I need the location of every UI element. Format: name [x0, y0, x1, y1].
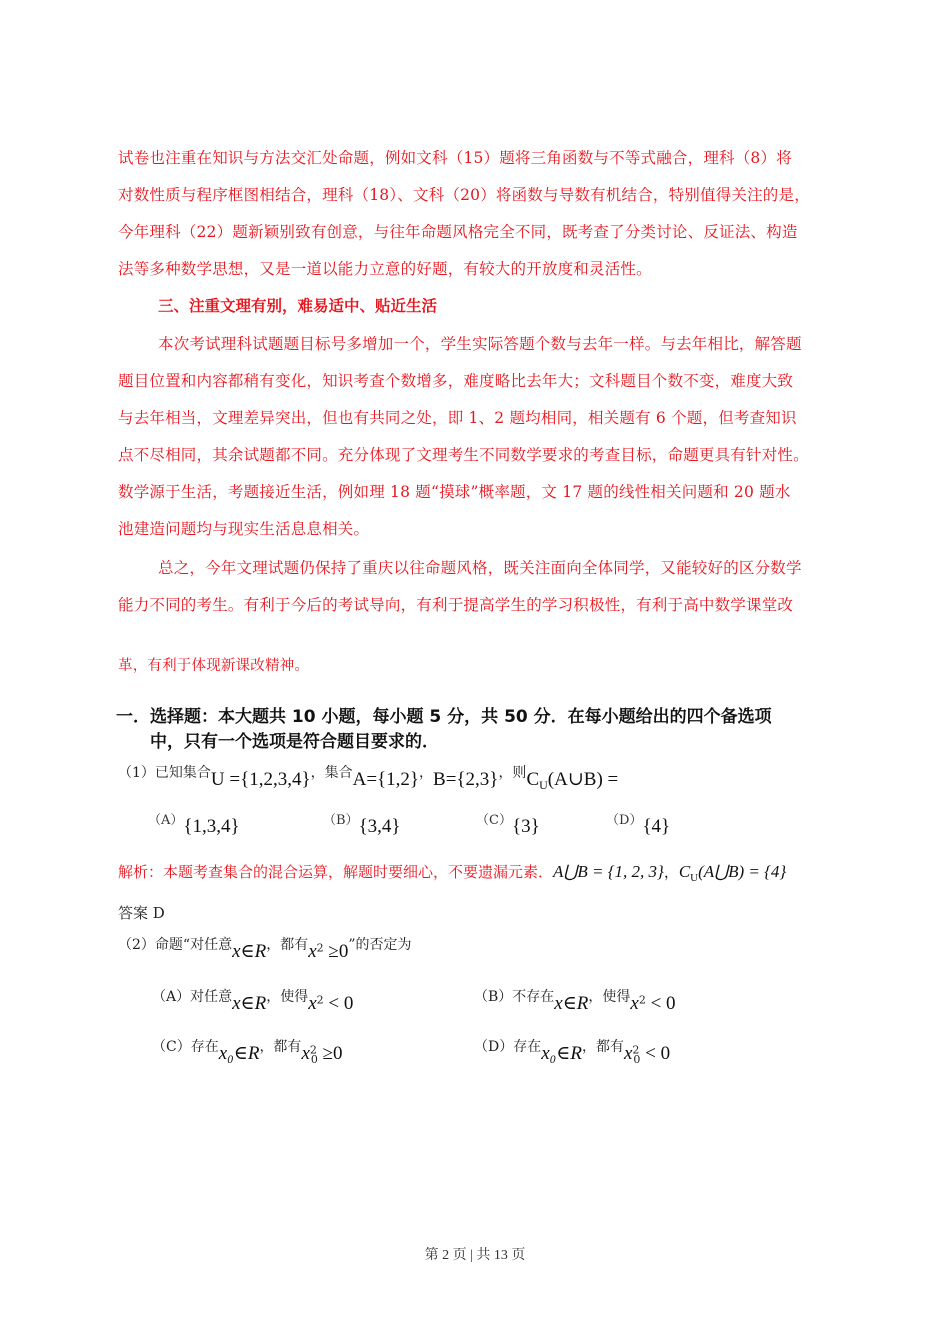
option-text: 对任意: [190, 989, 233, 1005]
paragraph-line: 点不尽相同，其余试题都不同。充分体现了文理考生不同数学要求的考查目标，命题更具有针对性。: [118, 446, 809, 464]
math-expr: A⋃B = {1, 2, 3}: [553, 862, 664, 881]
math-expr: x∈R: [554, 993, 589, 1014]
option-text: 存在: [513, 1039, 542, 1055]
paragraph-line: 今年理科（22）题新颖别致有创意，与往年命题风格完全不同，既考查了分类讨论、反证法、构造: [118, 223, 798, 241]
math-sub: 0: [633, 1052, 641, 1066]
option-label: （B）: [474, 989, 513, 1005]
option-value: {3}: [511, 816, 540, 837]
math-expr: (A⋃B) = {4}: [698, 862, 787, 881]
math-expr: B={2,3}: [433, 769, 499, 790]
question-number: （1）: [118, 765, 155, 781]
math-expr: A={1,2}: [352, 769, 420, 790]
math-sup: 2: [309, 1043, 317, 1057]
option-label: （C）: [152, 1039, 191, 1055]
section-title: 一．选择题：本大题共 10 小题，每小题 5 分，共 50 分．在每小题给出的四个备选项: [116, 707, 772, 727]
paragraph-line: 总之，今年文理试题仍保持了重庆以往命题风格，既关注面向全体同学，又能较好的区分数学: [158, 559, 802, 577]
q-text: 命题“对任意: [154, 937, 233, 953]
option-a: [148, 813, 240, 838]
math-expr: x: [308, 993, 317, 1014]
section-heading: 三、注重文理有别，难易适中、贴近生活: [158, 296, 438, 315]
math-expr: x∈R: [232, 993, 267, 1014]
math-expr: x: [630, 993, 639, 1014]
option-label: （B）: [323, 813, 359, 828]
option-label: （A）: [148, 813, 184, 828]
paragraph-line: 数学源于生活，考题接近生活，例如理 18 题“摸球”概率题，文 17 题的线性相关问题和 20 题水: [118, 483, 791, 501]
option-text: 不存在: [512, 989, 555, 1005]
paragraph-line: 池建造问题均与现实生活息息相关。: [118, 520, 370, 538]
question-2: [118, 937, 412, 963]
math-expr: C: [526, 769, 540, 790]
paragraph-line: 革，有利于体现新课改精神。: [118, 658, 310, 674]
option-value: {3,4}: [358, 816, 401, 837]
option-text: ，使得: [588, 989, 631, 1005]
math-expr: < 0: [323, 993, 354, 1014]
paragraph-line: 本次考试理科试题题目标号多增加一个，学生实际答题个数与去年一样。与去年相比，解答题: [158, 335, 802, 353]
math-expr: x: [623, 1043, 633, 1064]
option-value: {4}: [642, 816, 671, 837]
math-sup: 2: [632, 1043, 640, 1057]
option-d: [606, 813, 671, 838]
math-sup: 2: [316, 941, 324, 955]
q-text: ，集合: [310, 765, 353, 781]
math-expr: ≥0: [323, 941, 349, 962]
math-expr: x₀∈R: [541, 1043, 582, 1064]
option-d: [474, 1039, 671, 1066]
question-1: [118, 765, 619, 793]
math-expr: x: [308, 941, 317, 962]
math-sub: U: [690, 872, 699, 884]
math-expr: < 0: [640, 1043, 671, 1064]
option-c: [476, 813, 540, 838]
answer: 答案 D: [118, 904, 165, 922]
section-title-cont: 中，只有一个选项是符合题目要求的．: [150, 732, 439, 752]
option-b: [474, 989, 676, 1015]
separator: ，: [663, 863, 679, 881]
option-text: 存在: [190, 1039, 219, 1055]
math-expr: x: [301, 1043, 310, 1064]
math-expr: (A∪B) =: [547, 769, 619, 790]
option-a: [152, 989, 354, 1015]
paragraph-line: 题目位置和内容都稍有变化，知识考查个数增多，难度略比去年大；文科题目个数不变，难度大致: [118, 372, 794, 390]
math-expr: < 0: [645, 993, 676, 1014]
option-value: {1,3,4}: [183, 816, 240, 837]
option-c: [152, 1039, 343, 1066]
paragraph-line: 试卷也注重在知识与方法交汇处命题，例如文科（15）题将三角函数与不等式融合，理科（8）将: [118, 149, 792, 167]
option-label: （C）: [476, 813, 512, 828]
paragraph-line: 对数性质与程序框图相结合，理科（18）、文科（20）将函数与导数有机结合，特别值得关注的是，: [118, 186, 810, 204]
math-sub: 0: [310, 1052, 318, 1066]
option-label: （D）: [474, 1039, 514, 1055]
paragraph-line: 能力不同的考生。有利于今后的考试导向，有利于提高学生的学习积极性，有利于高中数学课堂改: [118, 596, 794, 614]
analysis: [118, 861, 786, 884]
q-text: 已知集合: [154, 765, 211, 781]
analysis-text: 解析：本题考查集合的混合运算，解题时要细心，不要遗漏元素．: [118, 863, 554, 881]
option-label: （A）: [152, 989, 191, 1005]
paragraph-line: 与去年相当，文理差异突出，但也有共同之处，即 1、2 题均相同，相关题有 6 个题，但考查知识: [118, 409, 797, 427]
q-text: ，: [419, 765, 434, 781]
option-text: ，都有: [581, 1039, 624, 1055]
math-expr: ≥0: [317, 1043, 343, 1064]
q-text: ，都有: [266, 937, 309, 953]
page-footer: 第 2 页 | 共 13 页: [424, 1248, 526, 1263]
math-sup: 2: [638, 993, 646, 1007]
option-text: ，都有: [259, 1039, 302, 1055]
math-expr: x∈R: [232, 941, 267, 962]
q-text: ，则: [498, 765, 527, 781]
paragraph-line: 法等多种数学思想，又是一道以能力立意的好题，有较大的开放度和灵活性。: [118, 260, 652, 278]
math-expr: U ={1,2,3,4}: [210, 769, 311, 790]
math-expr: x₀∈R: [218, 1043, 260, 1064]
math-expr: C: [678, 862, 691, 881]
q-text: ”的否定为: [348, 937, 412, 953]
math-sub: U: [539, 777, 548, 792]
math-sup: 2: [316, 993, 324, 1007]
question-number: （2）: [118, 937, 155, 953]
option-text: ，使得: [266, 989, 309, 1005]
option-b: [323, 813, 401, 838]
option-label: （D）: [606, 813, 643, 828]
